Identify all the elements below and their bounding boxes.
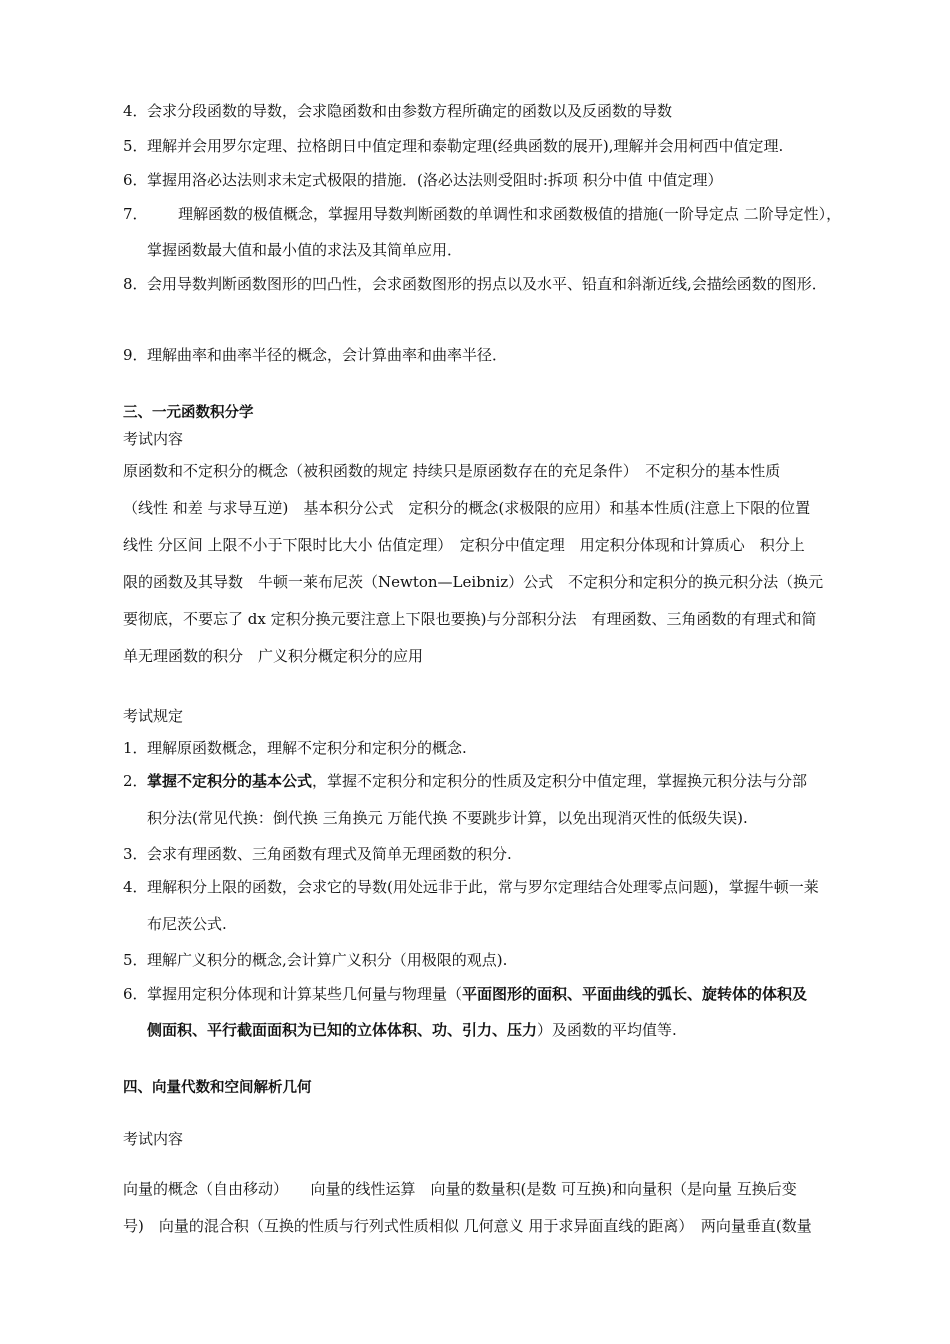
section-heading: 四、向量代数和空间解析几何: [123, 1080, 312, 1096]
content-line: （线性 和差 与求导互逆) 基本积分公式 定积分的概念(求极限的应用）和基本性质(注意上下限的位置: [123, 499, 811, 517]
list-item: [123, 950, 507, 970]
list-item-continuation: 布尼茨公式.: [147, 915, 227, 933]
item-number: 1．: [123, 739, 148, 757]
list-item: [123, 877, 819, 897]
content-line: 向量的概念（自由移动） 向量的线性运算 向量的数量积(是数 可互换)和向量积（是向量 互换后变: [123, 1180, 797, 1198]
item-text: ）及函数的平均值等.: [537, 1021, 677, 1039]
list-item: [123, 738, 467, 758]
content-line: 单无理函数的积分 广义积分概定积分的应用: [123, 647, 424, 665]
content-line: 号) 向量的混合积（互换的性质与行列式性质相似 几何意义 用于求异面直线的距离） 两向量垂直(数量: [123, 1217, 812, 1235]
content-label: 考试内容: [123, 430, 184, 448]
item-text: 理解并会用罗尔定理、拉格朗日中值定理和泰勒定理(经典函数的展开),理解并会用柯西中值定理.: [147, 137, 784, 155]
item-number: 7．: [123, 205, 148, 223]
item-number: 9．: [123, 346, 148, 364]
item-text: 会求分段函数的导数，会求隐函数和由参数方程所确定的函数以及反函数的导数: [147, 102, 673, 120]
list-item-continuation: 积分法(常见代换：倒代换 三角换元 万能代换 不要跳步计算，以免出现消灭性的低级失误).: [147, 809, 748, 827]
item-bold-text: 掌握不定积分的基本公式: [147, 772, 313, 790]
list-item: [123, 136, 783, 156]
content-line: 限的函数及其导数 牛顿一莱布尼茨（Newton—Leibniz）公式 不定积分和定积分的换元积分法（换元: [123, 573, 824, 591]
item-text: 会用导数判断函数图形的凹凸性，会求函数图形的拐点以及水平、铅直和斜渐近线,会描绘函数的图形．: [147, 275, 827, 293]
list-item: [123, 844, 512, 864]
content-label: 考试内容: [123, 1130, 184, 1148]
item-text: 理解函数的极值概念，掌握用导数判断函数的单调性和求函数极值的措施(一阶导定点 二阶导定性），: [163, 205, 842, 223]
list-item: [123, 101, 672, 121]
item-number: 8．: [123, 275, 148, 293]
section-heading: 三、一元函数积分学: [123, 405, 254, 421]
item-bold-text: 平面图形的面积、平面曲线的弧长、旋转体的体积及: [462, 985, 808, 1003]
list-item: [123, 984, 807, 1004]
list-item: [123, 345, 507, 365]
content-line: 要彻底，不要忘了 dx 定积分换元要注意上下限也要换)与分部积分法 有理函数、三角函数的有理式和简: [123, 610, 817, 628]
item-text: ，掌握不定积分和定积分的性质及定积分中值定理，掌握换元积分法与分部: [312, 772, 808, 790]
item-number: 4．: [123, 878, 148, 896]
item-number: 2．: [123, 772, 148, 790]
item-text: 理解广义积分的概念,会计算广义积分（用极限的观点).: [147, 951, 508, 969]
list-item: [123, 274, 827, 294]
list-item: [123, 170, 722, 190]
list-item: [123, 771, 807, 791]
item-bold-text: 侧面积、平行截面面积为已知的立体体积、功、引力、压力: [147, 1021, 538, 1039]
list-item-continuation: [147, 1020, 677, 1040]
list-item: [123, 204, 841, 224]
item-text: 会求有理函数、三角函数有理式及简单无理函数的积分.: [147, 845, 512, 863]
item-text: 掌握用洛必达法则求未定式极限的措施．(洛必达法则受阻时:拆项 积分中值 中值定理）: [147, 171, 723, 189]
content-line: 线性 分区间 上限不小于下限时比大小 估值定理） 定积分中值定理 用定积分体现和计算质心 积分上: [123, 536, 805, 554]
item-text: 理解曲率和曲率半径的概念，会计算曲率和曲率半径．: [147, 346, 508, 364]
item-text: 掌握用定积分体现和计算某些几何量与物理量（: [147, 985, 463, 1003]
item-number: 4．: [123, 102, 148, 120]
list-item-continuation: 掌握函数最大值和最小值的求法及其简单应用．: [147, 241, 463, 259]
item-number: 5．: [123, 137, 148, 155]
item-text: 理解原函数概念，理解不定积分和定积分的概念.: [147, 739, 467, 757]
item-text: 理解积分上限的函数，会求它的导数(用处远非于此，常与罗尔定理结合处理零点问题)，掌握牛顿一莱: [147, 878, 819, 896]
requirements-label: 考试规定: [123, 707, 184, 725]
content-line: 原函数和不定积分的概念（被积函数的规定 持续只是原函数存在的充足条件） 不定积分的基本性质: [123, 462, 781, 480]
item-number: 5．: [123, 951, 148, 969]
item-number: 3．: [123, 845, 148, 863]
item-number: 6．: [123, 171, 148, 189]
item-number: 6．: [123, 985, 148, 1003]
